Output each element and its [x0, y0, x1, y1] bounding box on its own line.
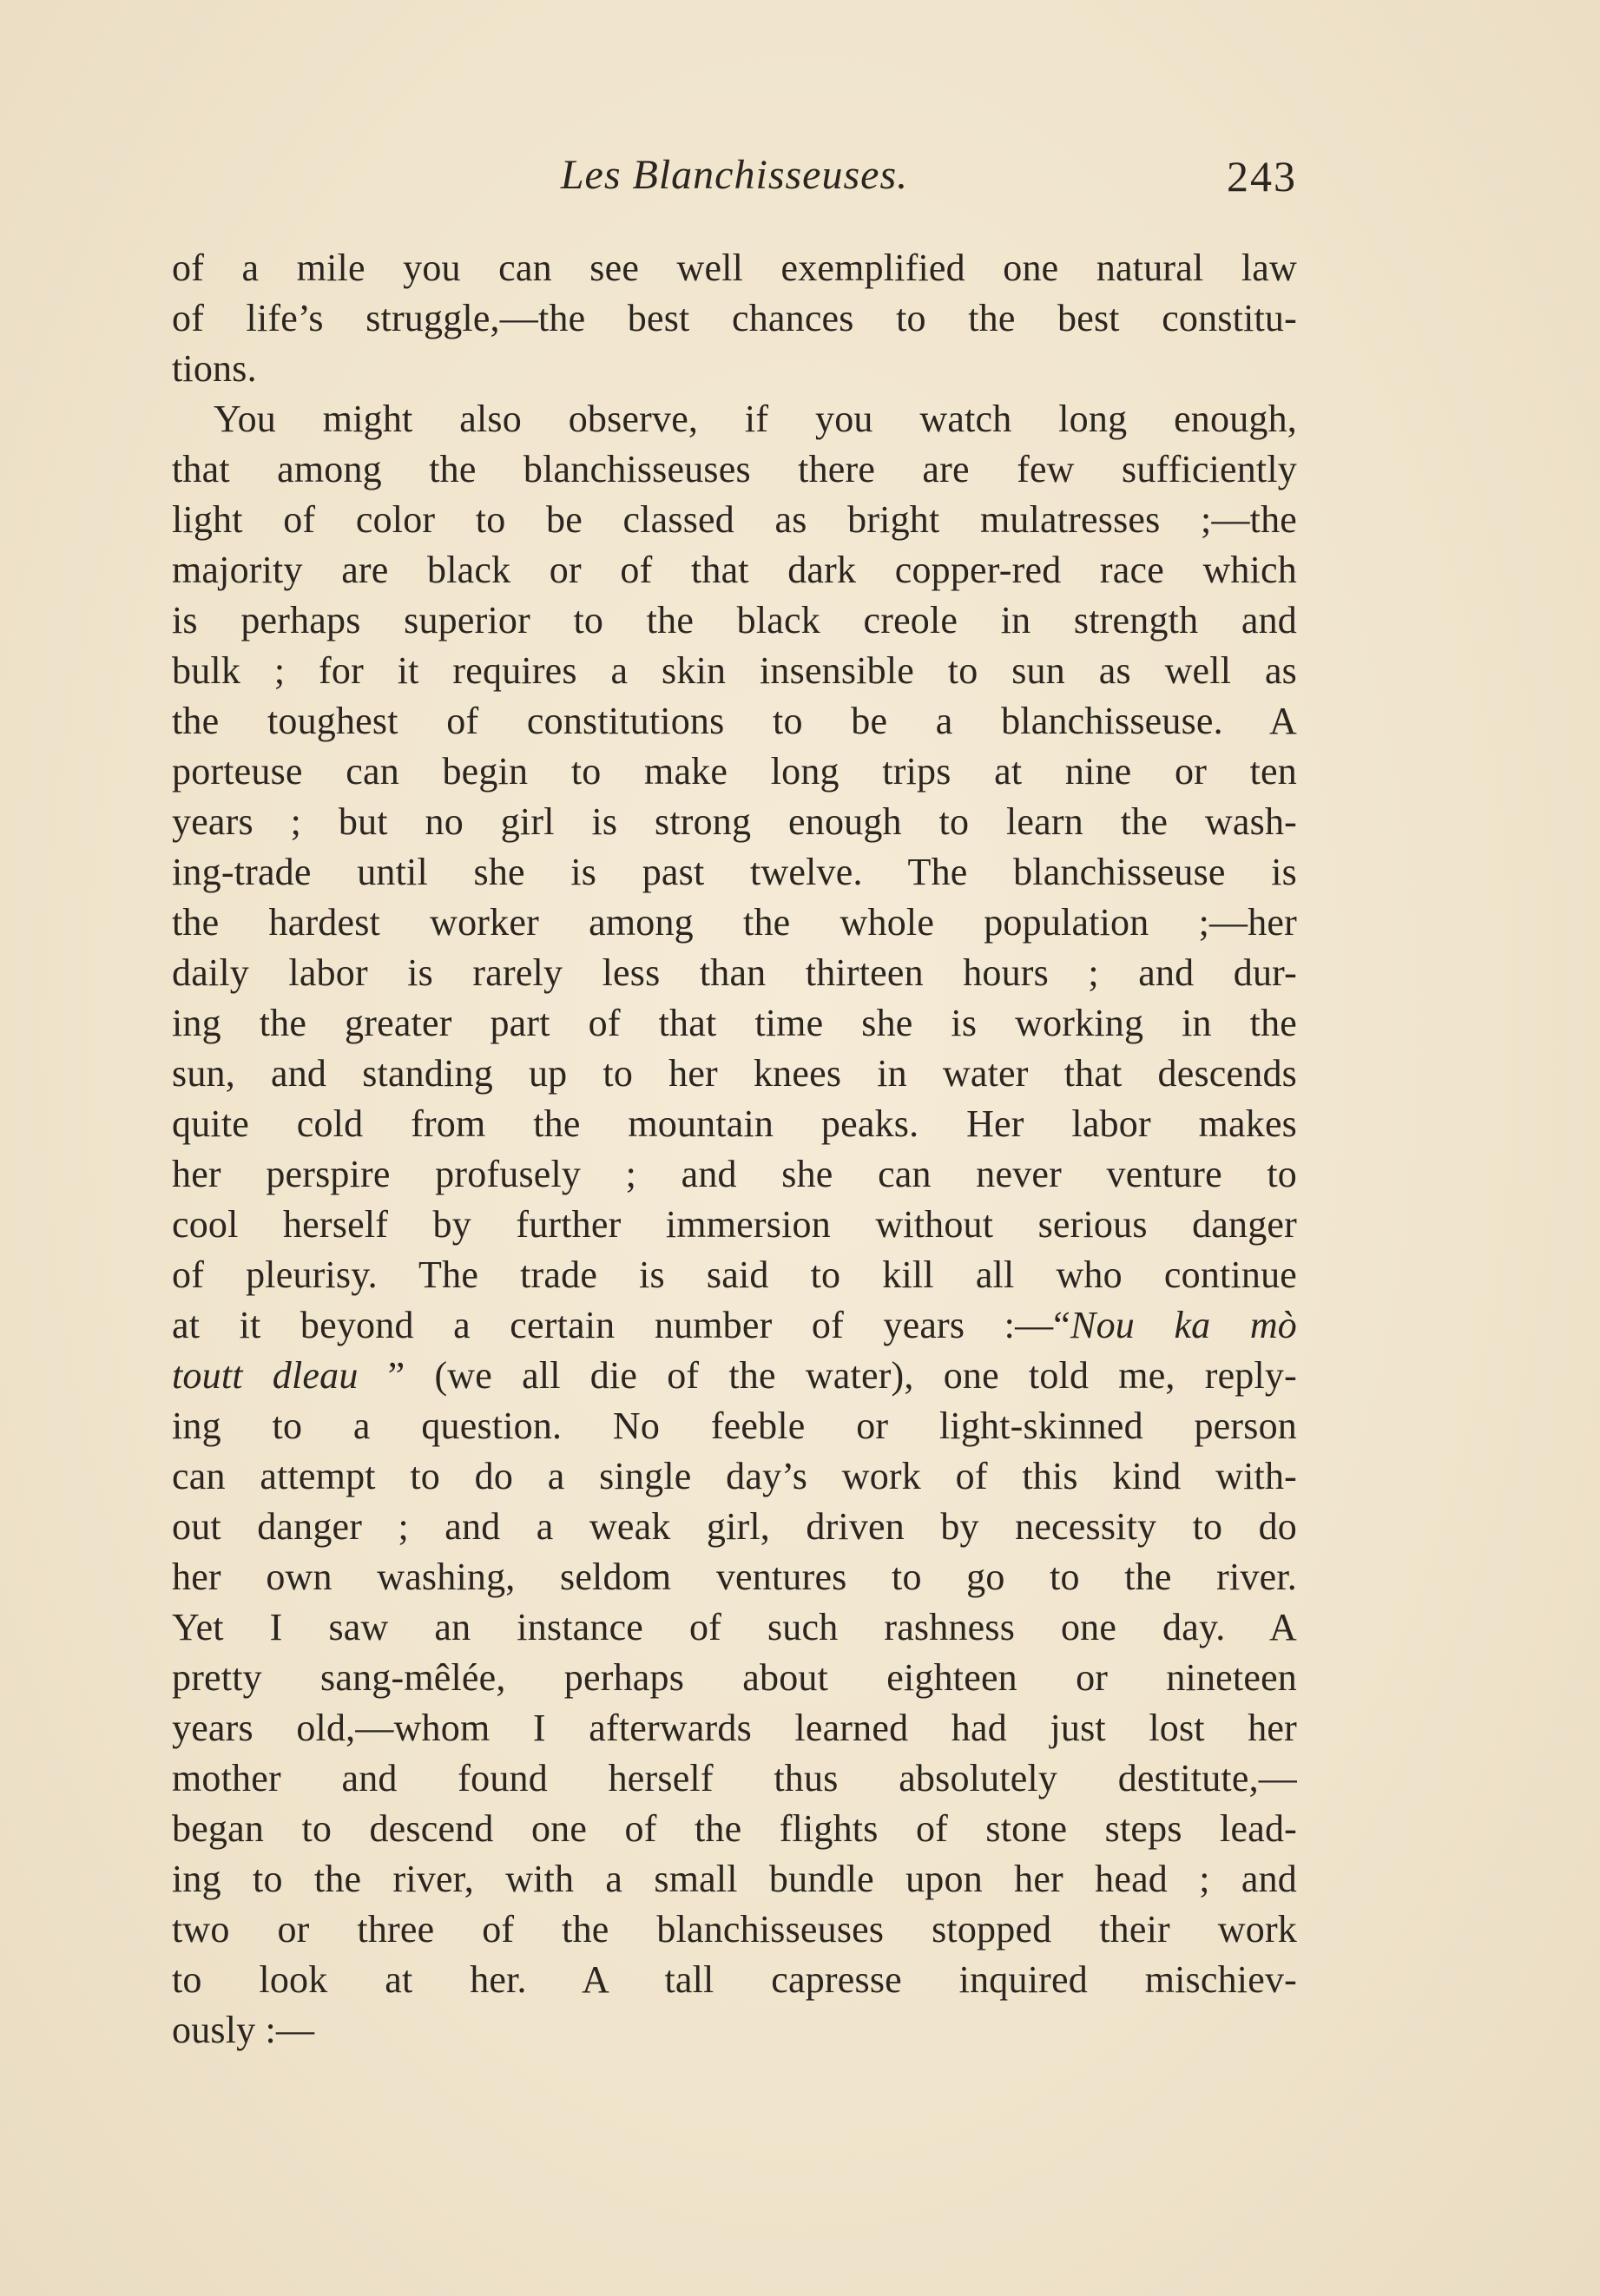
- text-line: light of color to be classed as bright mulatresses ;—the: [172, 498, 1297, 541]
- text-line: years ; but no girl is strong enough to learn the wash-: [172, 800, 1297, 843]
- text-line: ously :—: [172, 2009, 315, 2051]
- page-number: 243: [1227, 152, 1297, 201]
- text-line: tions.: [172, 347, 257, 390]
- text-line: mother and found herself thus absolutely destitute,—: [172, 1757, 1297, 1799]
- text-line: the hardest worker among the whole population ;—her: [172, 901, 1297, 944]
- text-line: is perhaps superior to the black creole in strength and: [172, 599, 1297, 641]
- text-line: pretty sang-mêlée, perhaps about eighteen or nineteen: [172, 1656, 1297, 1699]
- text-line: bulk ; for it requires a skin insensible to sun as well as: [172, 649, 1297, 692]
- text-line: her own washing, seldom ventures to go to the river.: [172, 1556, 1297, 1598]
- text-line: ing-trade until she is past twelve. The blanchisseuse is: [172, 851, 1297, 893]
- text-line: majority are black or of that dark copper-red race which: [172, 549, 1297, 591]
- text-line-mixed: [172, 1351, 1297, 1401]
- text-line: years old,—whom I afterwards learned had just lost her: [172, 1707, 1297, 1749]
- text-line: quite cold from the mountain peaks. Her labor makes: [172, 1102, 1297, 1145]
- text-line: that among the blanchisseuses there are few sufficiently: [172, 448, 1297, 490]
- text-line: can attempt to do a single day’s work of this kind with-: [172, 1455, 1297, 1497]
- running-title: Les Blanchisseuses.: [560, 152, 909, 198]
- text-line: ing the greater part of that time she is working in the: [172, 1002, 1297, 1044]
- text-line: ing to a question. No feeble or light-skinned person: [172, 1405, 1297, 1447]
- text-line: daily labor is rarely less than thirteen hours ; and dur-: [172, 951, 1297, 994]
- text-line: out danger ; and a weak girl, driven by necessity to do: [172, 1505, 1297, 1548]
- text-line: to look at her. A tall capresse inquired mischiev-: [172, 1958, 1297, 2001]
- text-line: of a mile you can see well exemplified one natural law: [172, 247, 1297, 289]
- text-line: Yet I saw an instance of such rashness one day. A: [172, 1606, 1297, 1648]
- text-line: her perspire profusely ; and she can never venture to: [172, 1153, 1297, 1195]
- text-line: began to descend one of the flights of stone steps lead-: [172, 1807, 1297, 1850]
- body-text: [172, 243, 1297, 2056]
- text-line: ing to the river, with a small bundle upon her head ; and: [172, 1858, 1297, 1900]
- text-segment: ” (we all die of the water), one told me, reply-: [358, 1354, 1297, 1397]
- text-line: porteuse can begin to make long trips at nine or ten: [172, 750, 1297, 793]
- creole-phrase-part-2: toutt dleau: [172, 1354, 359, 1397]
- text-line: two or three of the blanchisseuses stopped their work: [172, 1908, 1297, 1951]
- running-head: [172, 148, 1297, 208]
- text-segment: at it beyond a certain number of years :—“: [172, 1304, 1071, 1346]
- creole-phrase-part-1: Nou ka mò: [1070, 1304, 1298, 1346]
- text-line: cool herself by further immersion without serious danger: [172, 1203, 1297, 1246]
- text-line: You might also observe, if you watch long enough,: [214, 398, 1297, 440]
- text-line-mixed: [172, 1300, 1297, 1351]
- text-line: of pleurisy. The trade is said to kill all who continue: [172, 1253, 1297, 1296]
- text-line: sun, and standing up to her knees in water that descends: [172, 1052, 1297, 1095]
- text-line: of life’s struggle,—the best chances to the best constitu-: [172, 297, 1297, 339]
- text-line: the toughest of constitutions to be a blanchisseuse. A: [172, 700, 1297, 742]
